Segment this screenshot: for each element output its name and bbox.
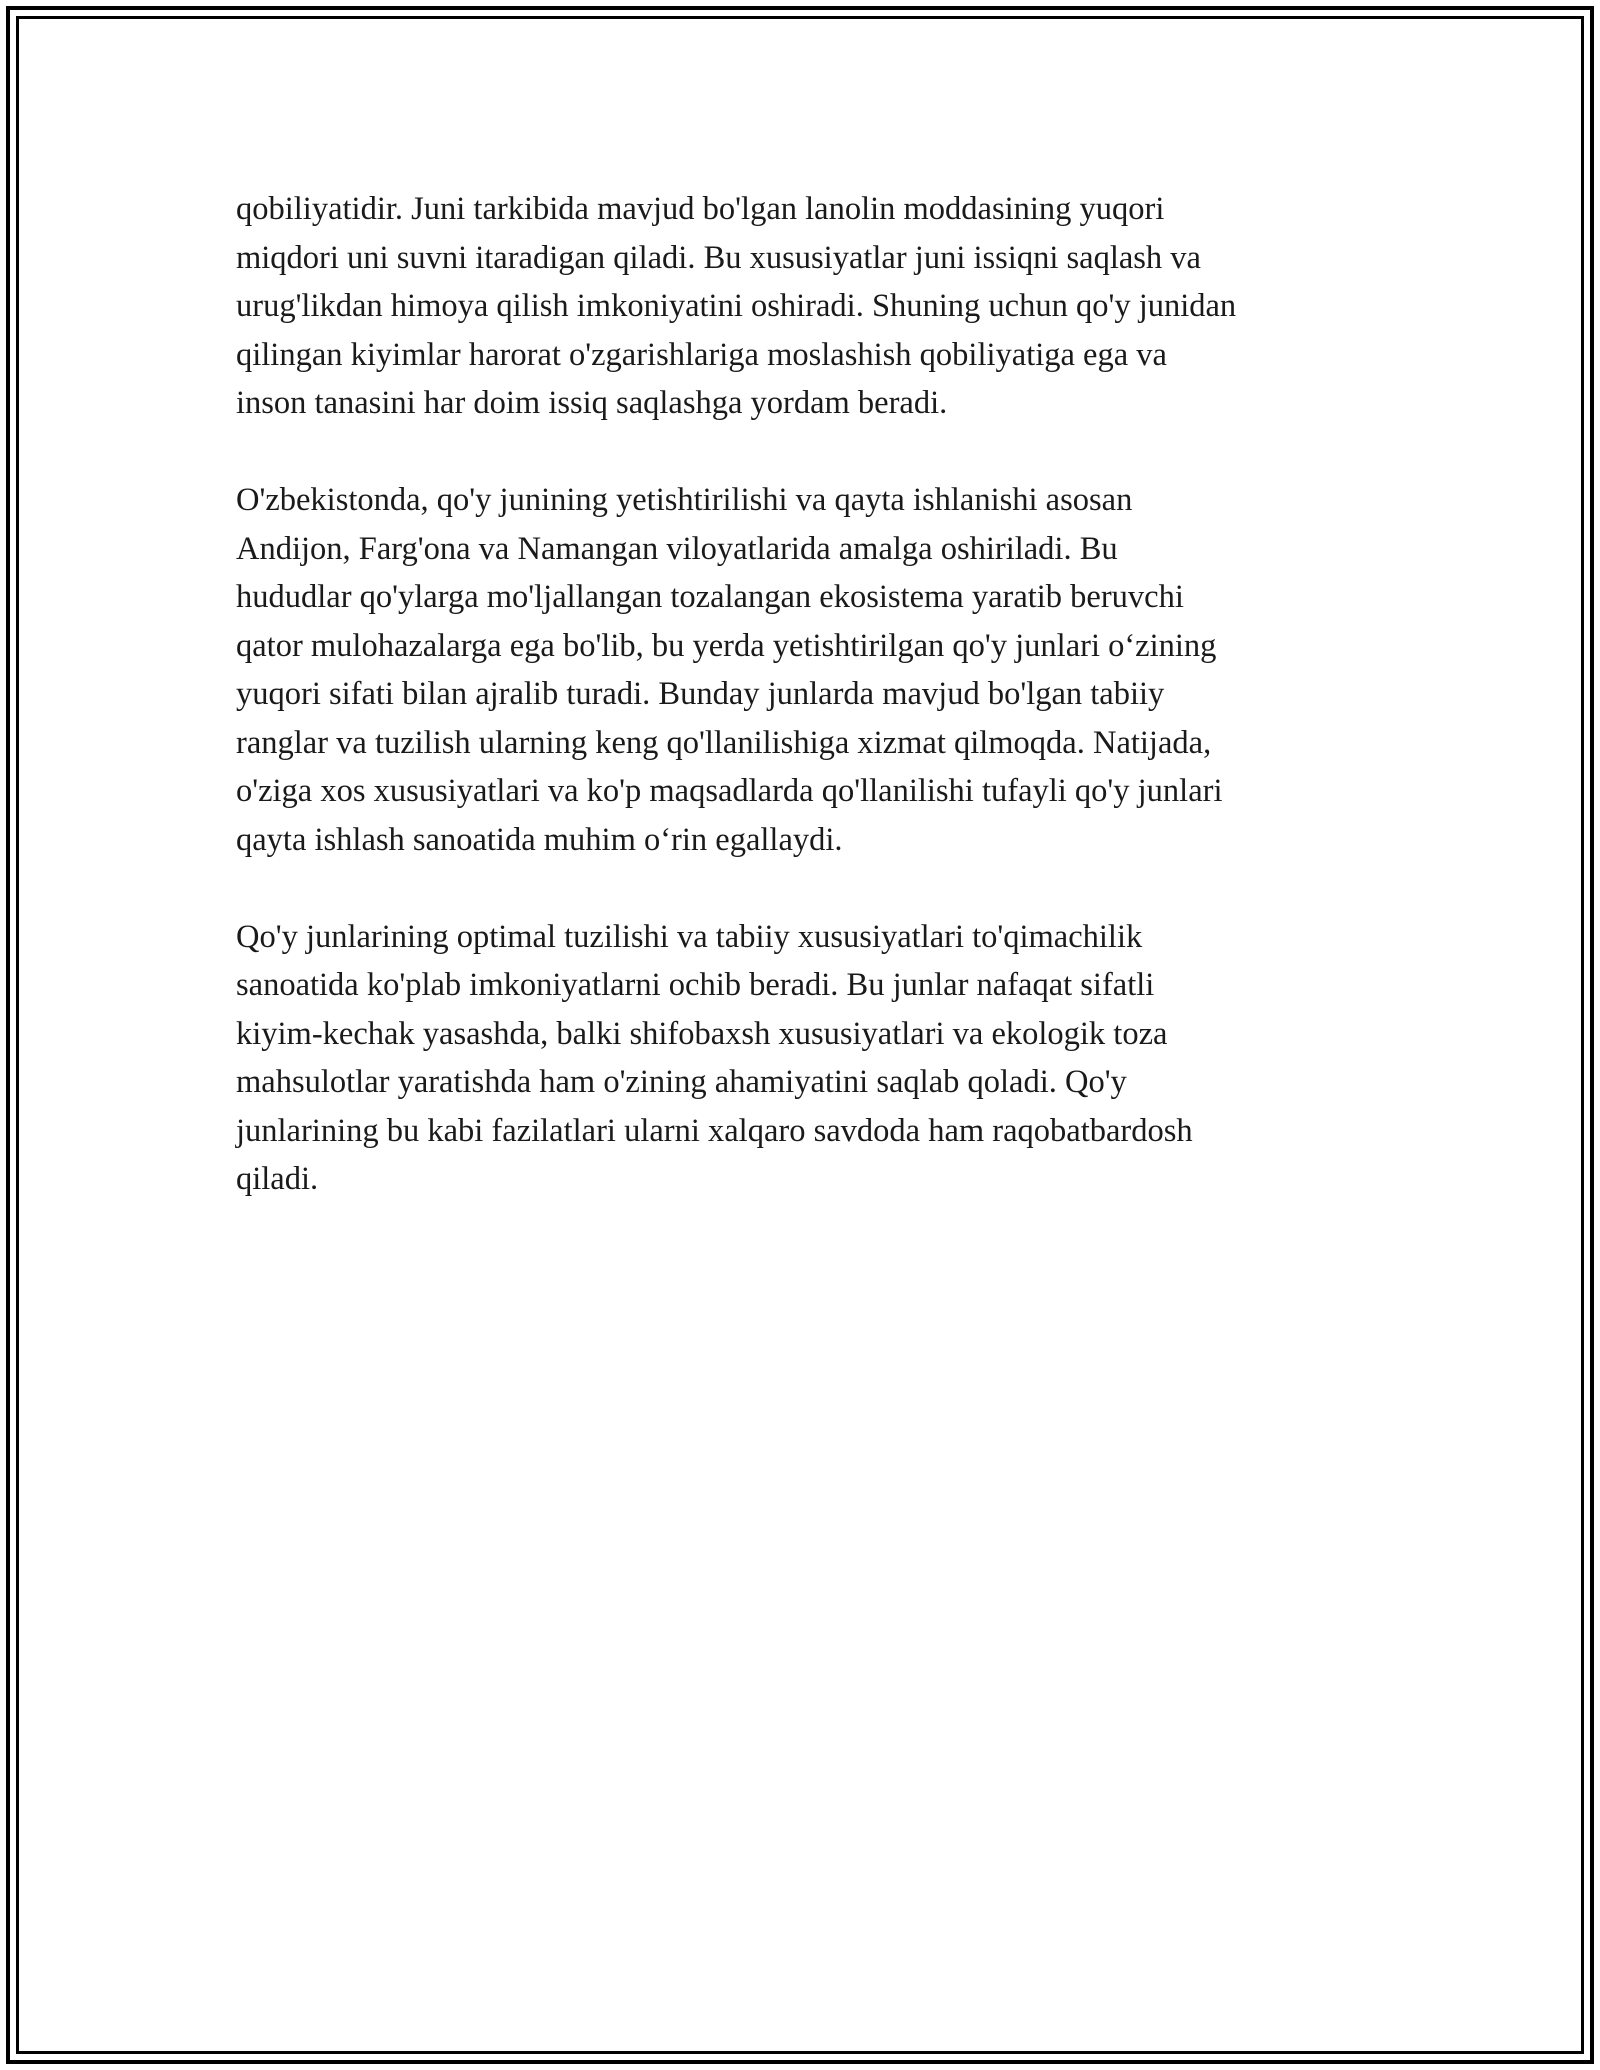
text-line: o'ziga xos xususiyatlari va ko'p maqsadlarda qo'llanilishi tufayli qo'y junlari bbox=[236, 773, 1223, 809]
text-line: inson tanasini har doim issiq saqlashga yordam beradi. bbox=[236, 385, 948, 421]
text-line: qator mulohazalarga ega bo'lib, bu yerda yetishtirilgan qo'y junlari o‘zining bbox=[236, 627, 1217, 664]
text-line: miqdori uni suvni itaradigan qiladi. Bu xususiyatlar juni issiqni saqlash va bbox=[236, 239, 1201, 276]
text-line: kiyim-kechak yasashda, balki shifobaxsh xususiyatlari va ekologik toza bbox=[236, 1015, 1168, 1052]
text-line: qilingan kiyimlar harorat o'zgarishlariga moslashish qobiliyatiga ega va bbox=[236, 336, 1167, 373]
paragraph-1 bbox=[236, 185, 1386, 428]
text-line: junlarining bu kabi fazilatlari ularni xalqaro savdoda ham raqobatbardosh bbox=[236, 1112, 1193, 1149]
text-line: urug'likdan himoya qilish imkoniyatini oshiradi. Shuning uchun qo'y junidan bbox=[236, 288, 1237, 324]
text-line: qayta ishlash sanoatida muhim o‘rin egallaydi. bbox=[236, 821, 843, 858]
text-line: yuqori sifati bilan ajralib turadi. Bunday junlarda mavjud bo'lgan tabiiy bbox=[236, 676, 1165, 712]
text-line: qobiliyatidir. Juni tarkibida mavjud bo'lgan lanolin moddasining yuqori bbox=[236, 191, 1165, 227]
text-line: qiladi. bbox=[236, 1161, 319, 1197]
document-body bbox=[236, 185, 1386, 1252]
text-line: sanoatida ko'plab imkoniyatlarni ochib beradi. Bu junlar nafaqat sifatli bbox=[236, 967, 1155, 1003]
text-line: Andijon, Farg'ona va Namangan viloyatlarida amalga oshiriladi. Bu bbox=[236, 530, 1118, 567]
text-line: mahsulotlar yaratishda ham o'zining ahamiyatini saqlab qoladi. Qo'y bbox=[236, 1064, 1127, 1100]
paragraph-2 bbox=[236, 476, 1386, 864]
text-line: ranglar va tuzilish ularning keng qo'llanilishiga xizmat qilmoqda. Natijada, bbox=[236, 724, 1212, 761]
text-line: hududlar qo'ylarga mo'ljallangan tozalangan ekosistema yaratib beruvchi bbox=[236, 579, 1184, 615]
text-line: Qo'y junlarining optimal tuzilishi va tabiiy xususiyatlari to'qimachilik bbox=[236, 918, 1143, 955]
paragraph-3 bbox=[236, 913, 1386, 1204]
text-line: O'zbekistonda, qo'y junining yetishtirilishi va qayta ishlanishi asosan bbox=[236, 482, 1133, 518]
